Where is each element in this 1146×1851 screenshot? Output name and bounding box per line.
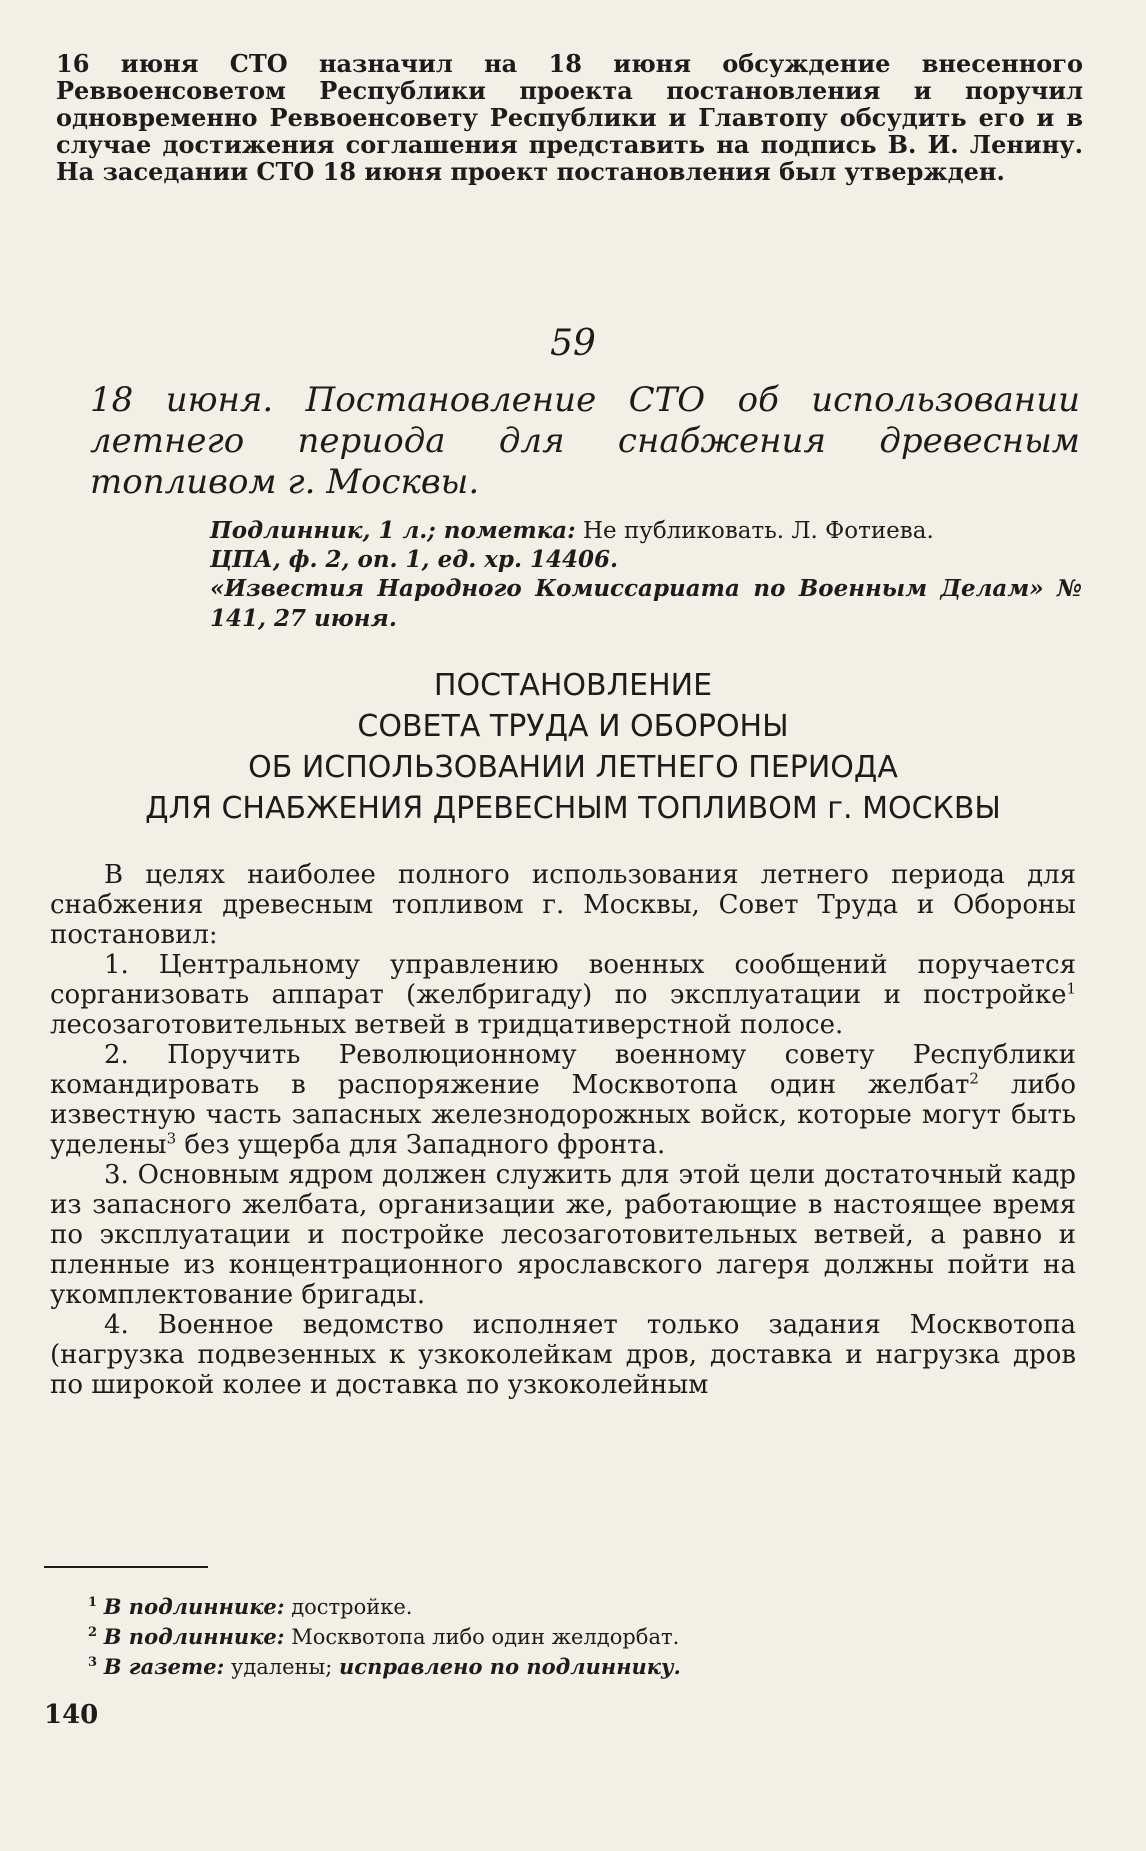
footnote-label: В подлиннике: (103, 1594, 285, 1619)
title-line-4: ДЛЯ СНАБЖЕНИЯ ДРЕВЕСНЫМ ТОПЛИВОМ г. МОСКВЫ (145, 791, 1001, 826)
source-archive-text: ЦПА, ф. 2, оп. 1, ед. хр. 14406. (210, 546, 619, 573)
document-heading: 18 июня. Постановление СТО об использовании летнего периода для снабжения древесным топливом г. Москвы. (90, 380, 1080, 502)
page-number: 140 (44, 1700, 99, 1730)
decree-item-3: 3. Основным ядром должен служить для этой цели достаточный кадр из запасного желбата, организации же, работающие в настоящее время по эксплуатации и постройке лесозаготовительных ветвей, а равно и пленные из концентрационного ярославского лагеря должны пойти на укомплектование бригады. (50, 1160, 1076, 1310)
footnote-label: В газете: (103, 1654, 225, 1679)
decree-item-2 (50, 1040, 1076, 1160)
footnote-mark: 1 (88, 1595, 98, 1610)
decree-item-4: 4. Военное ведомство исполняет только задания Москвотопа (нагрузка подвезенных к узкоколейкам дров, доставка и нагрузка дров по широкой колее и доставка по узкоколейным (50, 1310, 1076, 1400)
source-archive (210, 545, 1082, 575)
item-1-text-b: лесозаготовительных ветвей в тридцативерстной полосе. (50, 1010, 844, 1040)
title-line-2: СОВЕТА ТРУДА И ОБОРОНЫ (357, 709, 789, 744)
footnote-text: достройке. (284, 1595, 413, 1619)
footnote-divider (44, 1566, 208, 1568)
footnote-text: Москвотопа либо один желдорбат. (284, 1625, 680, 1649)
item-2-text-b: либо известную часть запасных железнодорожных войск, которые могут быть уделены (50, 1070, 1076, 1160)
decree-body (50, 860, 1076, 1400)
source-original (210, 516, 1082, 546)
item-2-text-a: 2. Поручить Революционному военному совету Республики командировать в распоряжение Москвотопа один желбат (50, 1040, 1076, 1100)
footnote-tail: исправлено по подлиннику. (339, 1654, 681, 1679)
footnotes (88, 1592, 1088, 1682)
item-1-text-a: 1. Центральному управлению военных сообщений поручается сорганизовать аппарат (желбригаду) по эксплуатации и постройке (50, 950, 1076, 1010)
title-line-1: ПОСТАНОВЛЕНИЕ (433, 668, 713, 703)
title-line-3: ОБ ИСПОЛЬЗОВАНИИ ЛЕТНЕГО ПЕРИОДА (248, 750, 898, 785)
item-2-text-c: без ущерба для Западного фронта. (176, 1130, 666, 1160)
source-original-label: Подлинник, 1 л.; пометка: (210, 517, 576, 544)
footnote-label: В подлиннике: (103, 1624, 285, 1649)
editorial-note: 16 июня СТО назначил на 18 июня обсуждение внесенного Реввоенсоветом Республики проекта постановления и поручил одновременно Реввоенсовету Республики и Главтопу обсудить его и в случае достижения соглашения представить на подпись В. И. Ленину. На заседании СТО 18 июня проект постановления был утвержден. (56, 49, 1083, 186)
decree-item-1 (50, 950, 1076, 1040)
footnote-ref-2: 2 (969, 1069, 979, 1088)
footnote-mark: 3 (88, 1655, 98, 1670)
footnote-1 (88, 1592, 1088, 1622)
source-publication-text: «Известия Народного Комиссариата по Военным Делам» № 141, 27 июня. (210, 575, 1082, 632)
footnote-2 (88, 1622, 1088, 1652)
decree-intro: В целях наиболее полного использования летнего периода для снабжения древесным топливом г. Москвы, Совет Труда и Обороны постановил: (50, 860, 1076, 950)
footnote-3 (88, 1652, 1088, 1682)
footnote-ref-1: 1 (1066, 979, 1076, 998)
document-number: 59 (550, 323, 596, 364)
source-publication (210, 574, 1082, 634)
footnote-ref-3: 3 (166, 1129, 177, 1148)
source-original-note: Не публиковать. Л. Фотиева. (582, 518, 934, 544)
footnote-text: удалены; (224, 1655, 340, 1679)
footnote-mark: 2 (88, 1625, 98, 1640)
